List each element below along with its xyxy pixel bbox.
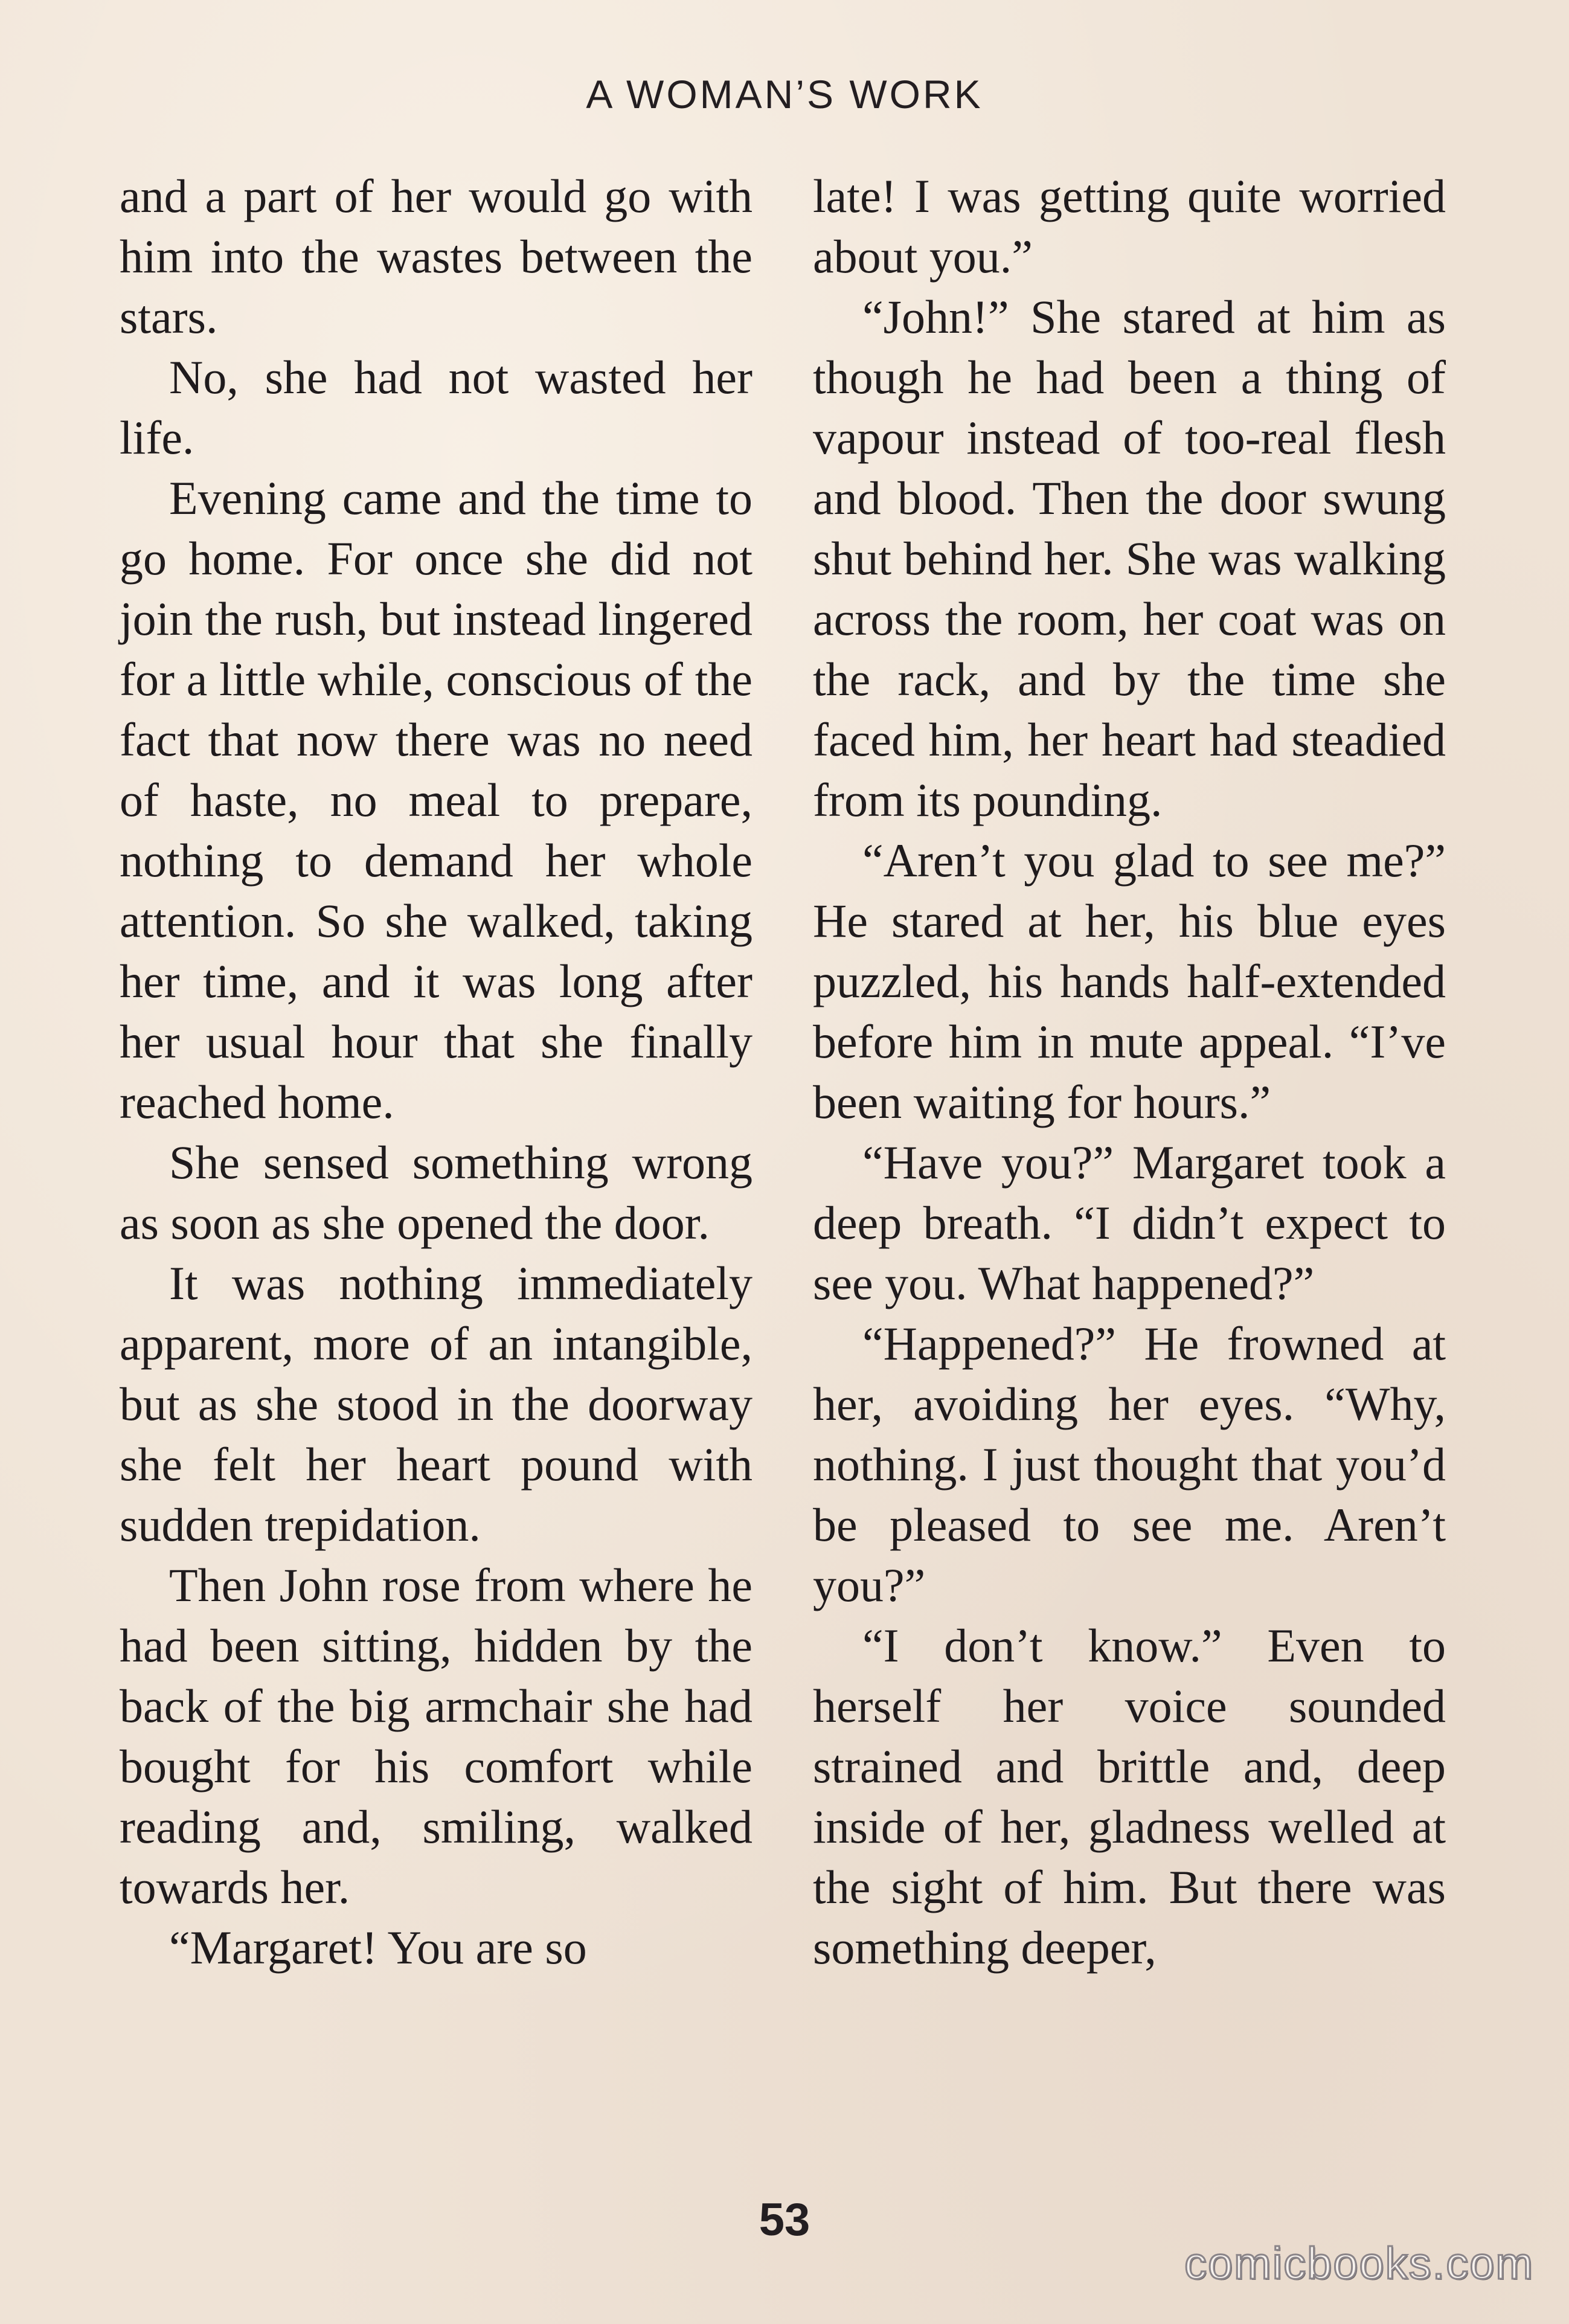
paragraph: Then John rose from where he had been sitting, hidden by the back of the big armchair she had bought for his comfort while reading and, smiling, walked towards her.: [120, 1559, 752, 1913]
paragraph: “John!” She stared at him as though he had been a thing of vapour instead of too-real flesh and blood. Then the door swung shut behind her. She was walking across the room, her coat was on the rack, and by the time she faced him, her heart had steadied from its pounding.: [813, 290, 1446, 826]
paragraph: “Aren’t you glad to see me?” He stared at her, his blue eyes puzzled, his hands half-extended before him in mute appeal. “I’ve been waiting for hours.”: [813, 834, 1446, 1128]
paragraph: “Happened?” He frowned at her, avoiding her eyes. “Why, nothing. I just thought that you’d be pleased to see me. Aren’t you?”: [813, 1317, 1446, 1611]
paragraph: “Margaret! You are so: [169, 1921, 587, 1974]
paragraph: She sensed something wrong as soon as she opened the door.: [120, 1136, 752, 1249]
paragraph: and a part of her would go with him into the wastes between the stars.: [120, 170, 752, 343]
page-number: 53: [759, 2194, 810, 2245]
paragraph: It was nothing immediately apparent, more of an intangible, but as she stood in the doorway she felt her heart pound with sudden trepidation.: [120, 1257, 752, 1551]
paragraph: “I don’t know.” Even to herself her voice sounded strained and brittle and, deep inside of her, gladness welled at the sight of him. But there was something deeper,: [813, 1619, 1446, 1974]
left-text-column: [120, 166, 752, 1978]
paragraph: late! I was getting quite worried about you.”: [813, 170, 1446, 283]
right-text-column: [813, 166, 1446, 1978]
watermark: comicbooks.com: [1184, 2238, 1534, 2288]
paragraph: No, she had not wasted her life.: [120, 351, 752, 464]
running-title: A WOMAN’S WORK: [586, 72, 983, 117]
paragraph: Evening came and the time to go home. For once she did not join the rush, but instead lingered for a little while, conscious of the fact that now there was no need of haste, no meal to prepare, nothing to demand her whole attention. So she walked, taking her time, and it was long after her usual hour that she finally reached home.: [120, 472, 752, 1128]
paragraph: “Have you?” Margaret took a deep breath. “I didn’t expect to see you. What happened?”: [813, 1136, 1446, 1309]
